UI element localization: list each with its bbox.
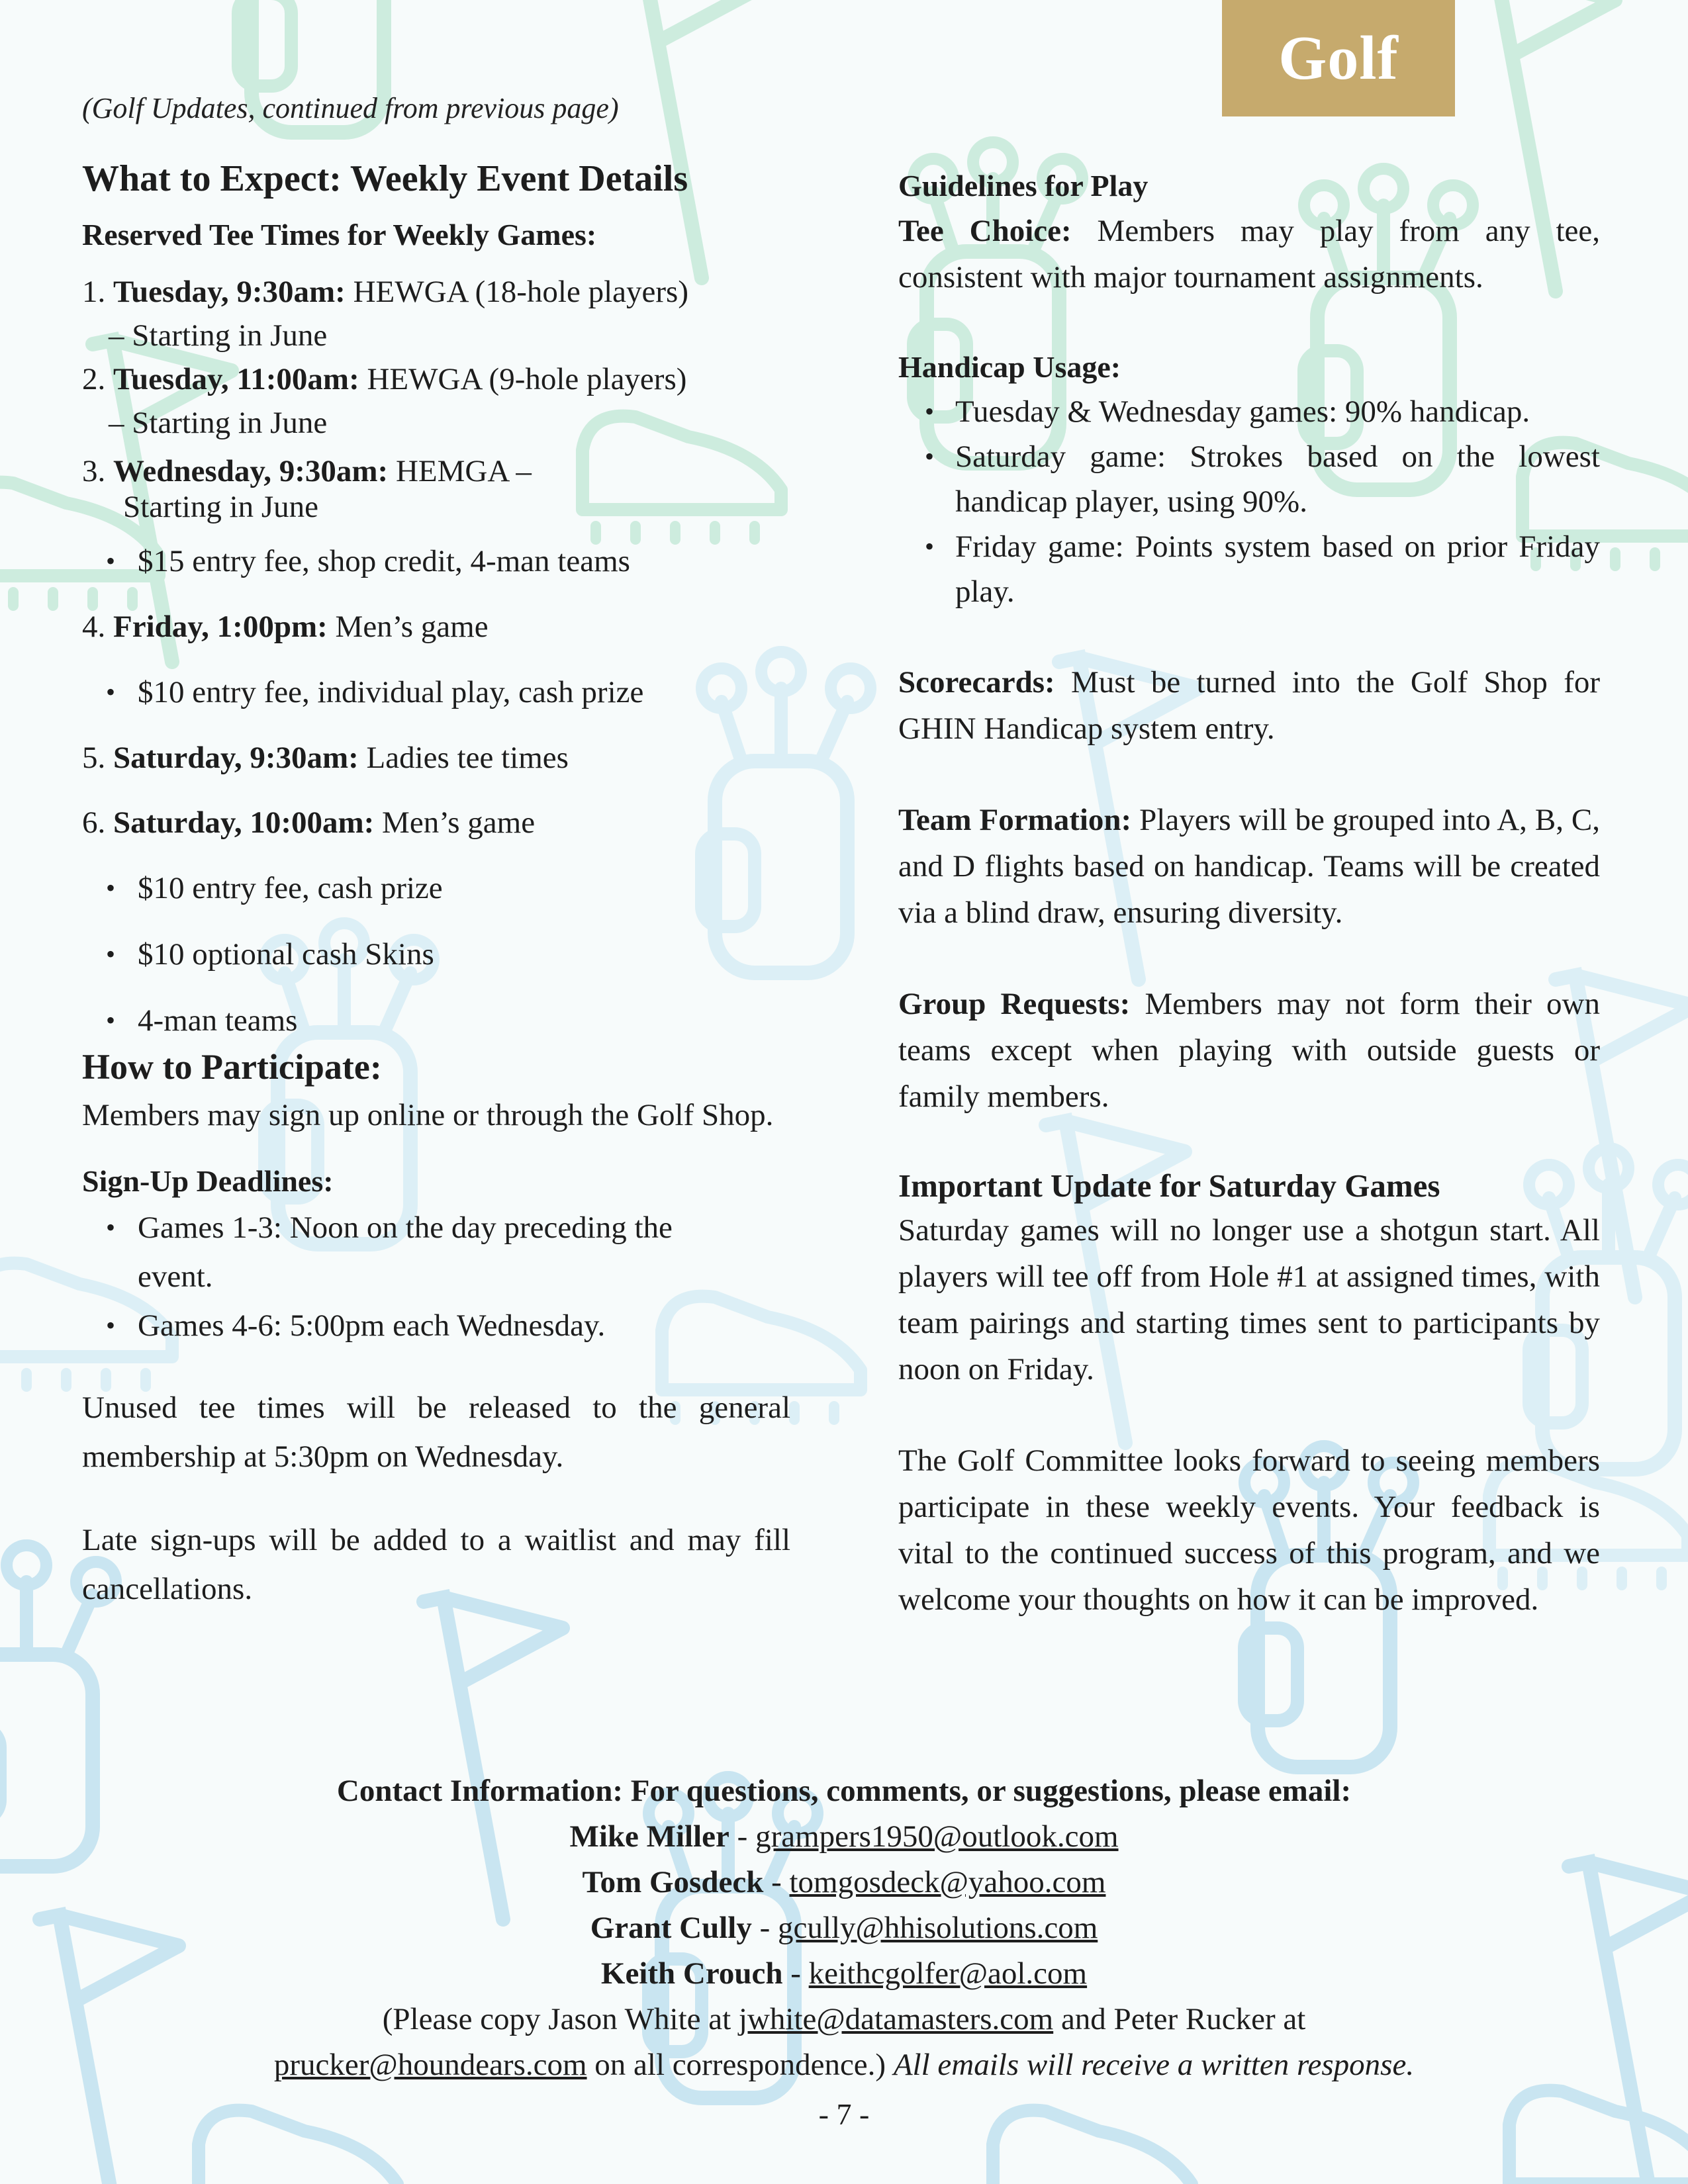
participate-heading: How to Participate: bbox=[82, 1047, 382, 1087]
game-item-1-note: – Starting in June bbox=[109, 318, 328, 353]
reserved-tee-times-heading: Reserved Tee Times for Weekly Games: bbox=[82, 218, 597, 251]
list-item: • $15 entry fee, shop credit, 4-man teams bbox=[82, 539, 790, 584]
guidelines-heading: Guidelines for Play bbox=[898, 169, 1149, 203]
right-column bbox=[898, 164, 1600, 1623]
list-item: • Games 4-6: 5:00pm each Wednesday. bbox=[82, 1301, 718, 1350]
contact-heading: Contact Information: For questions, comments, or suggestions, please email: bbox=[336, 1774, 1352, 1808]
game-item-2: 2. Tuesday, 11:00am: HEWGA (9-hole players) bbox=[82, 362, 687, 396]
contact-row: Tom Gosdeck - tomgosdeck@yahoo.com bbox=[582, 1865, 1106, 1899]
copy-note-line-1: (Please copy Jason White at jwhite@datamasters.com and Peter Rucker at bbox=[382, 2002, 1306, 2036]
game-item-4: 4. Friday, 1:00pm: Men’s game bbox=[82, 610, 489, 644]
contact-row: Grant Cully - gcully@hhisolutions.com bbox=[590, 1911, 1098, 1945]
saturday-update-text: Saturday games will no longer use a shotgun start. All players will tee off from Hole #1 at assigned times, with team pairings and starting times sent to participants by noon on Friday. bbox=[898, 1213, 1600, 1387]
list-item: • Games 1-3: Noon on the day preceding the event. bbox=[82, 1203, 718, 1301]
email-link[interactable]: jwhite@datamasters.com bbox=[738, 2002, 1054, 2036]
email-link[interactable]: prucker@houndears.com bbox=[273, 2048, 587, 2082]
game-item-2-note: – Starting in June bbox=[109, 406, 328, 440]
late-signups-text: Late sign-ups will be added to a waitlist and may fill cancellations. bbox=[82, 1523, 790, 1606]
list-item: • $10 optional cash Skins bbox=[82, 932, 790, 977]
email-link[interactable]: tomgosdeck@yahoo.com bbox=[789, 1865, 1106, 1899]
signup-deadlines-list bbox=[82, 1203, 718, 1350]
tee-choice-text: Tee Choice: Members may play from any tee, consistent with major tournament assignments. bbox=[898, 214, 1600, 295]
game-item-6: 6. Saturday, 10:00am: Men’s game bbox=[82, 805, 536, 840]
group-requests-text: Group Requests: Members may not form their own teams except when playing with outside guests or family members. bbox=[898, 987, 1600, 1114]
email-link[interactable]: keithcgolfer@aol.com bbox=[808, 1956, 1088, 1991]
list-item: • $10 entry fee, cash prize bbox=[82, 866, 790, 911]
weekly-events-title: What to Expect: Weekly Event Details bbox=[82, 158, 688, 199]
scorecards-text: Scorecards: Must be turned into the Golf Shop for GHIN Handicap system entry. bbox=[898, 665, 1600, 746]
committee-closing-text: The Golf Committee looks forward to seeing members participate in these weekly events. Your feedback is vital to the continued success of this program, and we welcome your thoughts on how it can be improved. bbox=[898, 1443, 1600, 1617]
game-item-3: 3. Wednesday, 9:30am: HEMGA – bbox=[82, 454, 532, 488]
response-note: All emails will receive a written response. bbox=[893, 2048, 1415, 2082]
left-column bbox=[82, 152, 790, 1614]
email-link[interactable]: gcully@hhisolutions.com bbox=[778, 1911, 1098, 1945]
unused-tee-times-text: Unused tee times will be released to the general membership at 5:30pm on Wednesday. bbox=[82, 1390, 790, 1474]
list-item: • Tuesday & Wednesday games: 90% handicap. bbox=[898, 389, 1600, 434]
game-item-3-details bbox=[82, 539, 790, 584]
game-item-5: 5. Saturday, 9:30am: Ladies tee times bbox=[82, 741, 569, 775]
section-tab bbox=[1222, 0, 1455, 116]
saturday-update-heading: Important Update for Saturday Games bbox=[898, 1167, 1440, 1204]
list-item: • Saturday game: Strokes based on the lowest handicap player, using 90%. bbox=[898, 434, 1600, 524]
game-item-6-details bbox=[82, 866, 790, 1043]
game-item-1: 1. Tuesday, 9:30am: HEWGA (18-hole players) bbox=[82, 275, 688, 309]
list-item: • Friday game: Points system based on prior Friday play. bbox=[898, 524, 1600, 614]
participate-text: Members may sign up online or through the Golf Shop. bbox=[82, 1098, 774, 1132]
game-item-4-details bbox=[82, 670, 790, 715]
signup-deadlines-heading: Sign-Up Deadlines: bbox=[82, 1164, 334, 1198]
game-item-3-note: Starting in June bbox=[123, 490, 319, 524]
team-formation-text: Team Formation: Players will be grouped into A, B, C, and D flights based on handicap. Teams will be created via a blind draw, ensuring diversity. bbox=[898, 803, 1600, 930]
list-item: • 4-man teams bbox=[82, 998, 790, 1043]
section-tab-label: Golf bbox=[1278, 24, 1399, 93]
contact-row: Mike Miller - grampers1950@outlook.com bbox=[569, 1819, 1119, 1854]
handicap-usage-heading: Handicap Usage: bbox=[898, 350, 1121, 384]
page-number: - 7 - bbox=[818, 2097, 870, 2131]
continued-note: (Golf Updates, continued from previous page) bbox=[82, 92, 619, 124]
contact-information bbox=[0, 1768, 1688, 2088]
handicap-usage-list bbox=[898, 389, 1600, 614]
contact-row: Keith Crouch - keithcgolfer@aol.com bbox=[600, 1956, 1088, 1991]
list-item: • $10 entry fee, individual play, cash prize bbox=[82, 670, 790, 715]
email-link[interactable]: grampers1950@outlook.com bbox=[755, 1819, 1119, 1854]
copy-note-line-2: prucker@houndears.com on all correspondence.) All emails will receive a written response. bbox=[273, 2048, 1415, 2082]
